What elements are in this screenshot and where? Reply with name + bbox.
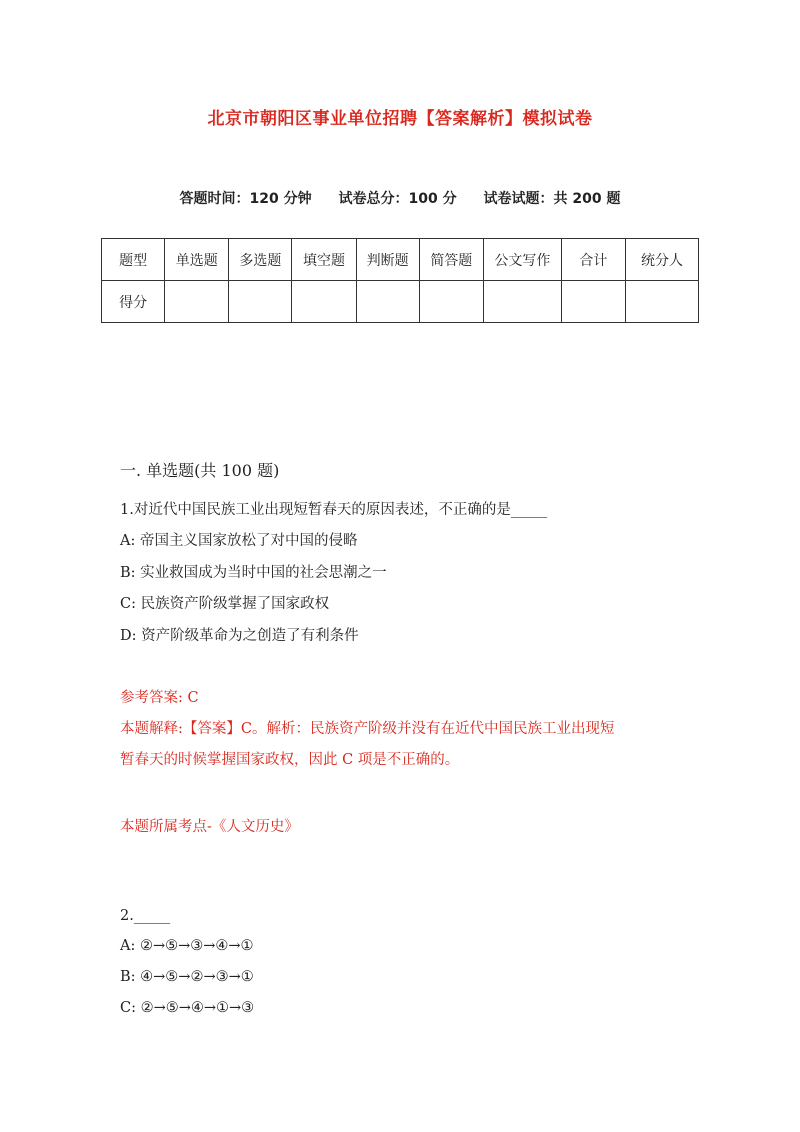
score-cell — [356, 281, 419, 323]
exam-duration: 答题时间：120 分钟 — [179, 191, 312, 207]
header-cell-type: 题型 — [102, 239, 165, 281]
score-cell — [625, 281, 698, 323]
question-1-option-d: D: 资产阶级革命为之创造了有利条件 — [120, 628, 359, 644]
header-cell-scorer: 统分人 — [625, 239, 698, 281]
score-cell — [229, 281, 292, 323]
question-2-option-b: B: ④→⑤→②→③→① — [120, 969, 254, 985]
header-cell-single-choice: 单选题 — [165, 239, 229, 281]
score-cell — [419, 281, 483, 323]
header-cell-document-writing: 公文写作 — [483, 239, 561, 281]
exam-meta — [0, 188, 800, 208]
question-1-option-a: A: 帝国主义国家放松了对中国的侵略 — [120, 533, 358, 549]
question-1-option-b: B: 实业救国成为当时中国的社会思潮之一 — [120, 565, 387, 581]
question-1-explanation-line-1: 本题解释:【答案】C。解析：民族资产阶级并没有在近代中国民族工业出现短 — [120, 721, 615, 737]
score-cell — [483, 281, 561, 323]
score-cell — [561, 281, 625, 323]
header-cell-total: 合计 — [561, 239, 625, 281]
header-cell-fill-blank: 填空题 — [292, 239, 356, 281]
question-2-stem: 2._____ — [120, 908, 171, 924]
section-title: 一. 单选题(共 100 题) — [120, 461, 280, 480]
question-1-stem: 1.对近代中国民族工业出现短暂春天的原因表述，不正确的是_____ — [120, 502, 548, 518]
question-1-explanation-line-2: 暂春天的时候掌握国家政权，因此 C 项是不正确的。 — [120, 752, 460, 768]
score-cell — [292, 281, 356, 323]
question-2-option-c: C: ②→⑤→④→①→③ — [120, 1000, 255, 1016]
score-cell — [165, 281, 229, 323]
exam-title: 北京市朝阳区事业单位招聘【答案解析】模拟试卷 — [207, 109, 593, 129]
question-2-option-a: A: ②→⑤→③→④→① — [120, 938, 254, 954]
score-table-header-row — [102, 239, 699, 281]
question-1-topic: 本题所属考点-《人文历史》 — [120, 819, 299, 835]
score-table-score-row — [102, 281, 699, 323]
question-1-option-c: C: 民族资产阶级掌握了国家政权 — [120, 596, 330, 612]
score-row-label: 得分 — [102, 281, 165, 323]
question-1-answer: 参考答案: C — [120, 690, 199, 706]
score-table — [101, 238, 699, 323]
header-cell-short-answer: 简答题 — [419, 239, 483, 281]
header-cell-multiple-choice: 多选题 — [229, 239, 292, 281]
exam-question-count: 试卷试题：共 200 题 — [483, 191, 621, 207]
exam-total-score: 试卷总分：100 分 — [338, 191, 457, 207]
header-cell-true-false: 判断题 — [356, 239, 419, 281]
